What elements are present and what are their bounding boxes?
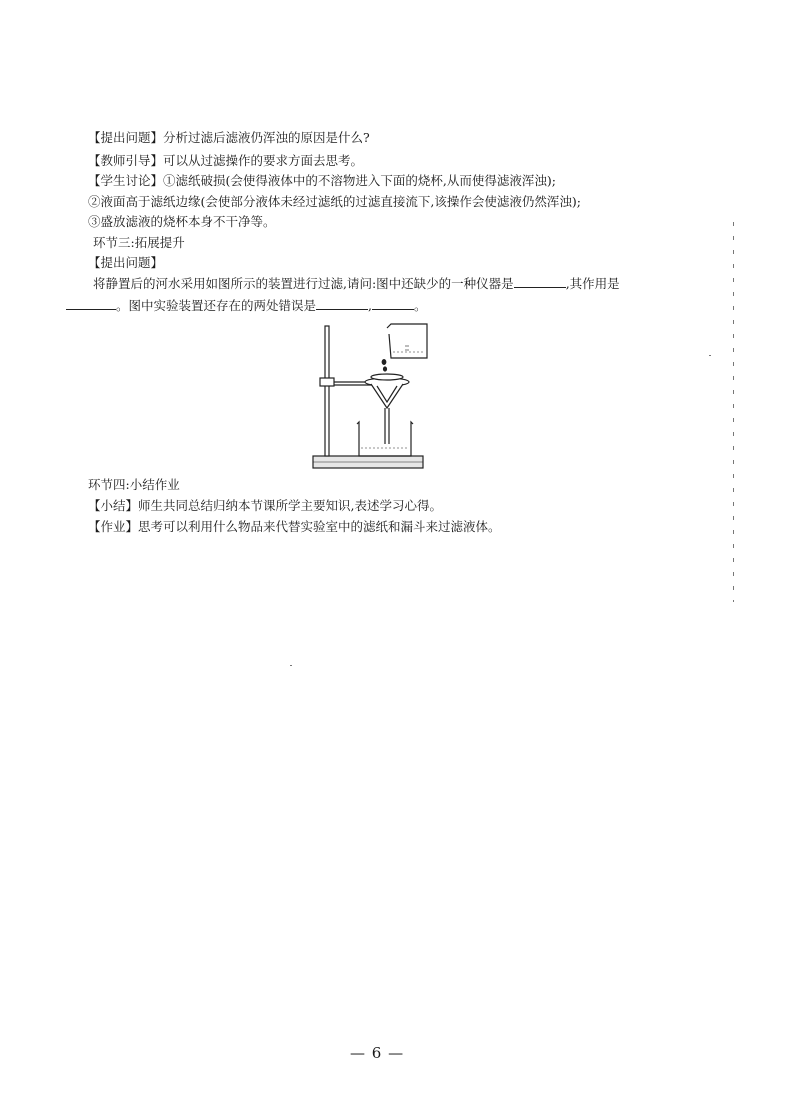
liquid-drops (382, 360, 386, 371)
answer-blank-1 (514, 276, 566, 288)
answer-blank-3 (316, 298, 368, 310)
filtration-apparatus-figure (305, 316, 445, 474)
stand-rod (325, 326, 329, 456)
text-line-7: 【提出问题】 (88, 255, 164, 270)
text-line-1: 【提出问题】分析过滤后滤液仍浑浊的原因是什么? (88, 130, 370, 145)
stand-base (313, 456, 423, 468)
scan-speck (290, 665, 292, 666)
scan-speck (709, 355, 711, 356)
question-text-e: 。 (414, 298, 427, 313)
answer-blank-4 (372, 298, 414, 310)
question-text-c: 。图中实验装置还存在的两处错误是 (116, 298, 317, 313)
text-line-5: ③盛放滤液的烧杯本身不干净等。 (88, 214, 276, 229)
question-text-b: ,其作用是 (565, 276, 620, 291)
scan-edge-mark (733, 222, 734, 602)
text-line-2: 【教师引导】可以从过滤操作的要求方面去思考。 (88, 153, 364, 168)
pouring-beaker (387, 324, 427, 358)
question-line-2 (66, 298, 427, 314)
text-line-4: ②液面高于滤纸边缘(会使部分液体未经过滤纸的过滤直接流下,该操作会使滤液仍然浑浊); (88, 194, 581, 209)
page-number: — 6 — (350, 1044, 405, 1062)
answer-blank-2 (66, 298, 116, 310)
question-text-a: 将静置后的河水采用如图所示的装置进行过滤,请问:图中还缺少的一种仪器是 (93, 276, 514, 291)
text-line-3: 【学生讨论】①滤纸破损(会使得液体中的不溶物进入下面的烧杯,从而使得滤液浑浊); (88, 173, 556, 188)
section-heading-4: 环节四:小结作业 (88, 477, 180, 492)
funnel (371, 384, 403, 444)
question-text-d: , (368, 298, 372, 313)
section-heading-3: 环节三:拓展提升 (93, 235, 185, 250)
question-line (93, 276, 620, 292)
summary-line: 【小结】师生共同总结归纳本节课所学主要知识,表述学习心得。 (88, 498, 442, 513)
homework-line: 【作业】思考可以利用什么物品来代替实验室中的滤纸和漏斗来过滤液体。 (88, 519, 501, 534)
